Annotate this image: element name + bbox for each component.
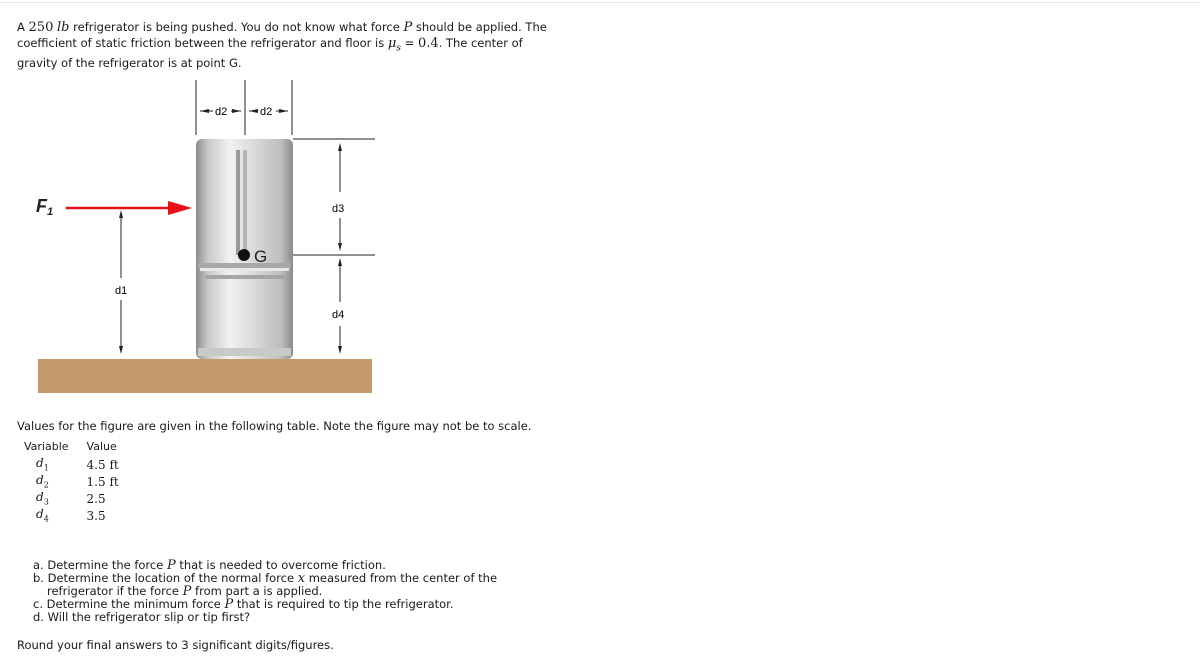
question-list <box>33 559 533 624</box>
question-b: b. Determine the location of the normal force x measured from the center of the refrigerator if the force P from part a is applied. <box>33 571 498 599</box>
g-label: G <box>254 247 268 266</box>
weight-unit: lb <box>57 20 70 35</box>
d2-label-right: d2 <box>260 106 273 118</box>
d3-dimension <box>338 143 342 251</box>
top-divider <box>0 2 1200 3</box>
floor <box>38 359 372 393</box>
d2-label-left: d2 <box>215 106 228 118</box>
center-of-gravity-dot <box>238 249 250 261</box>
figure-note: Values for the figure are given in the following table. Note the figure may not be to scale. <box>17 419 532 433</box>
question-c: c. Determine the minimum force P that is required to tip the refrigerator. <box>33 597 454 612</box>
d1-dimension <box>119 210 123 354</box>
force-variable: P <box>403 20 413 35</box>
refrigerator-figure <box>0 70 400 400</box>
d1-label: d1 <box>115 285 128 297</box>
force-label: F1 <box>36 196 54 218</box>
table-row: $d_1$ 4.5 ft <box>36 456 119 473</box>
table-row: $d_3$ 2.5 <box>36 490 106 507</box>
table-row: $d_4$ 3.5 <box>36 507 106 524</box>
mu-value: 0.4 <box>417 35 439 51</box>
d3-label: d3 <box>332 203 345 215</box>
question-d: d. Will the refrigerator slip or tip first? <box>33 610 251 624</box>
d4-dimension <box>338 258 342 354</box>
mu-symbol: μ <box>387 35 397 51</box>
table-row: $d_2$ 1.5 ft <box>36 473 119 490</box>
problem-statement: A 250 lb refrigerator is being pushed. You do not know what force P should be applied. The coefficient of static friction between the refrigerator and floor is $\mu_s = 0.4$. The center of gravity of the refrigerator is at point G. <box>17 20 547 71</box>
values-table <box>19 439 132 524</box>
column-header: Variable <box>24 439 69 453</box>
d4-label: d4 <box>332 309 345 321</box>
column-header: Value <box>86 439 117 453</box>
weight-value: 250 <box>28 20 54 35</box>
rounding-instruction: Round your final answers to 3 significant digits/figures. <box>17 638 334 652</box>
question-a: a. Determine the force P that is needed to overcome friction. <box>33 558 386 573</box>
refrigerator <box>196 139 293 359</box>
force-arrow <box>66 201 192 215</box>
